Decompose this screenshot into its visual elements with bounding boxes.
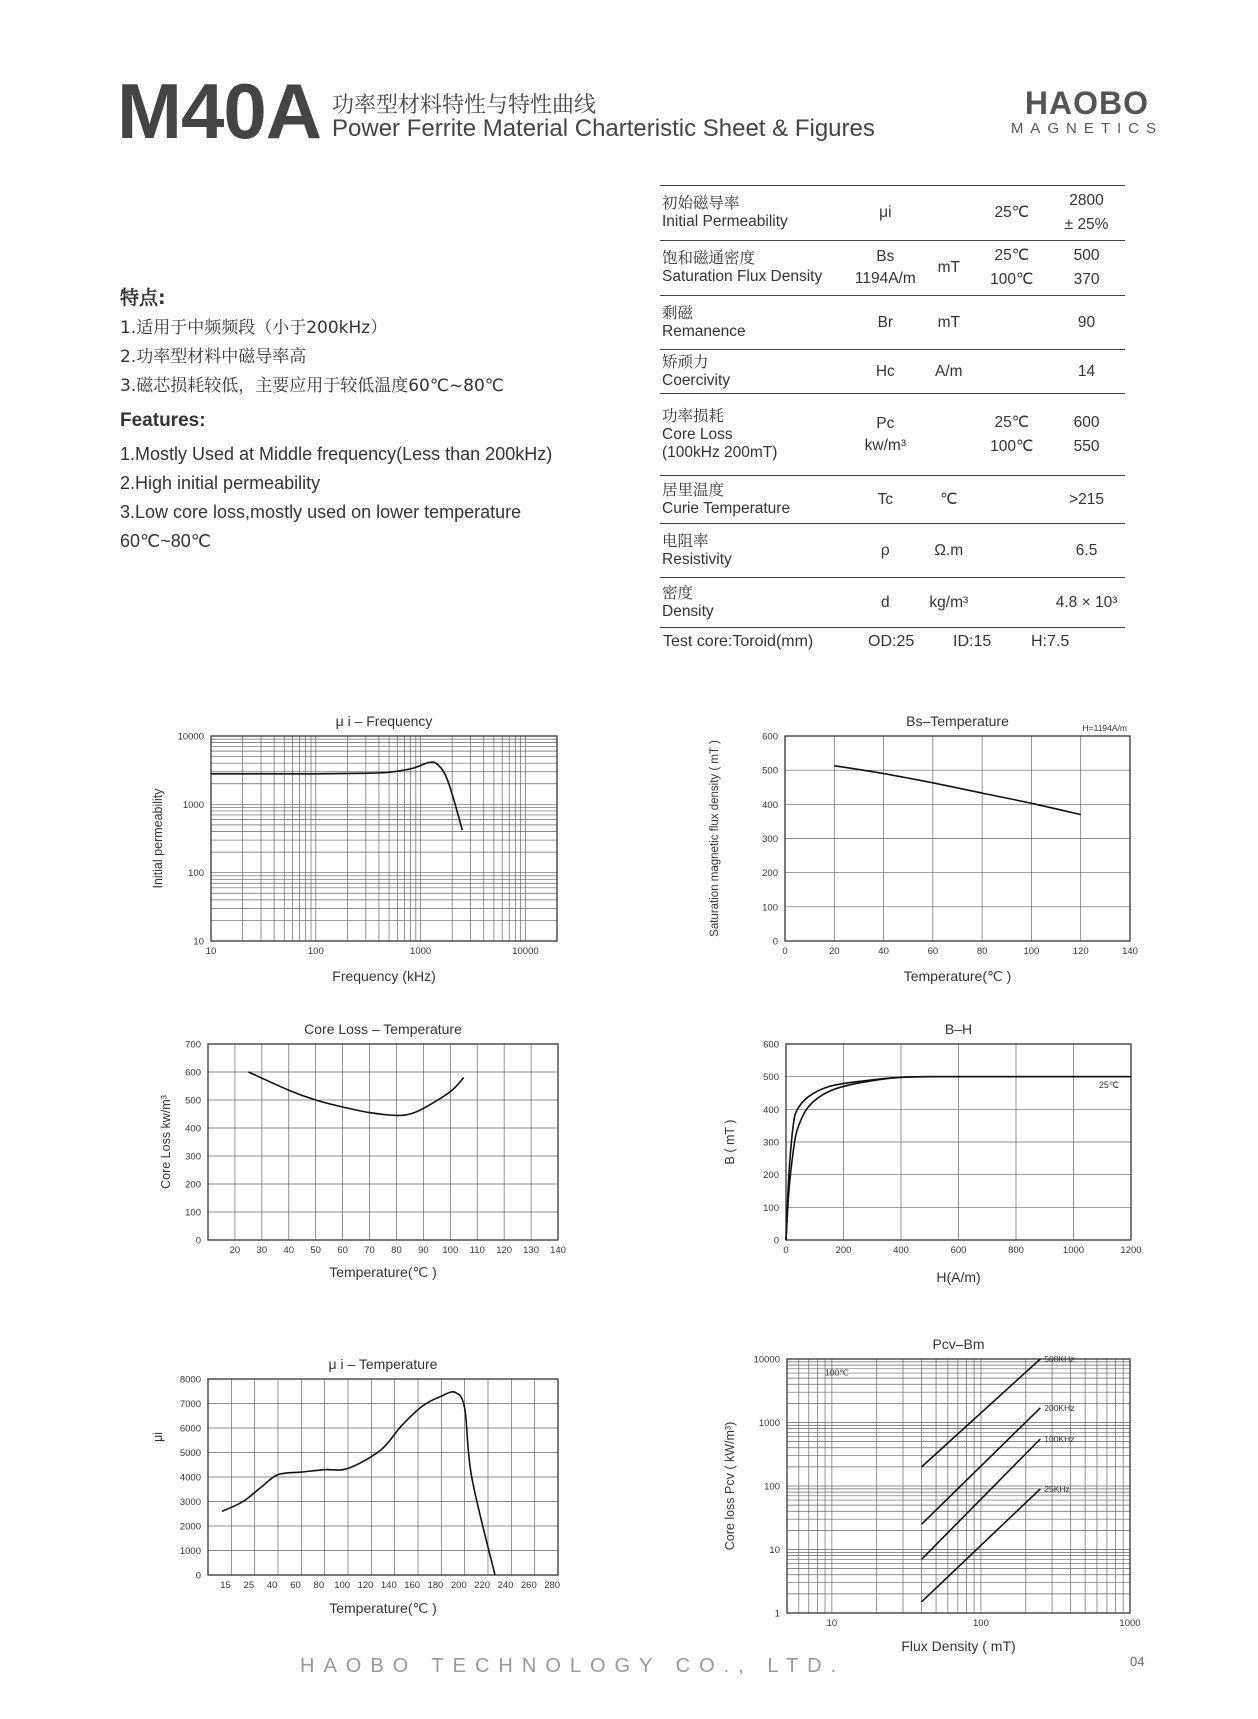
- test-core-label: Test core:Toroid(mm): [663, 633, 814, 650]
- property-unit: mT: [937, 313, 960, 331]
- y-tick-label: 300: [763, 1137, 779, 1149]
- y-tick-label: 200: [763, 1170, 779, 1182]
- x-tick-label: 10: [826, 1618, 838, 1629]
- property-name: 饱和磁通密度 Saturation Flux Density: [662, 250, 823, 285]
- x-tick-label: 15: [220, 1580, 231, 1591]
- series-label: 200KHz: [1044, 1402, 1075, 1413]
- features-en-item: 3.Low core loss,mostly used on lower temperature 60℃~80℃: [120, 502, 522, 551]
- x-tick-label: 100: [973, 1618, 989, 1629]
- chart-title: B–H: [944, 1021, 973, 1037]
- x-tick-label: 70: [364, 1245, 375, 1256]
- series-line: [834, 766, 1080, 815]
- y-tick-label: 1000: [758, 1418, 780, 1429]
- property-value: 4.8 × 10³: [1055, 593, 1118, 611]
- y-axis-label: Core Loss kw/m³: [159, 1095, 173, 1189]
- x-tick-label: 0: [782, 946, 788, 957]
- page-number: 04: [1130, 1654, 1145, 1669]
- x-tick-label: 220: [474, 1580, 491, 1591]
- y-tick-label: 100: [188, 868, 204, 880]
- x-tick-label: 140: [380, 1580, 397, 1591]
- property-row: [660, 296, 1125, 350]
- chart-bs-temperature: [690, 700, 1138, 990]
- property-row: [660, 186, 1125, 241]
- series-line: [248, 1072, 463, 1115]
- y-tick-label: 500: [185, 1095, 201, 1107]
- x-tick-label: 40: [878, 946, 889, 957]
- x-tick-label: 110: [469, 1245, 485, 1256]
- series-label: 500KHz: [1044, 1354, 1075, 1364]
- x-axis-label: Temperature(℃ ): [903, 968, 1012, 984]
- x-tick-label: 200: [450, 1580, 467, 1591]
- y-tick-label: 300: [185, 1151, 201, 1163]
- property-unit: kg/m³: [929, 593, 969, 611]
- property-unit: A/m: [935, 362, 963, 380]
- y-tick-label: 1: [774, 1608, 780, 1620]
- property-name: 功率损耗 Core Loss (100kHz 200mT): [662, 407, 778, 461]
- y-tick-label: 100: [763, 1202, 779, 1214]
- property-unit: [922, 186, 975, 241]
- x-tick-label: 120: [1072, 946, 1089, 957]
- x-tick-label: 1000: [410, 946, 432, 957]
- properties-table: [660, 185, 1125, 628]
- property-condition: [976, 578, 1049, 628]
- y-tick-label: 4000: [179, 1472, 201, 1484]
- chart-annotation: 100℃: [825, 1367, 849, 1378]
- y-tick-label: 7000: [179, 1399, 201, 1410]
- x-tick-label: 100: [307, 946, 324, 957]
- y-tick-label: 10: [769, 1545, 780, 1556]
- property-condition: [976, 524, 1049, 578]
- x-tick-label: 1000: [1062, 1245, 1085, 1256]
- property-symbol: Bs 1194A/m: [854, 248, 916, 287]
- test-core-od: OD:25: [868, 633, 915, 650]
- x-tick-label: 60: [927, 946, 939, 957]
- property-symbol: μi: [879, 204, 892, 221]
- x-tick-label: 80: [391, 1245, 402, 1256]
- x-tick-label: 400: [893, 1245, 909, 1256]
- test-core-id: ID:15: [953, 633, 992, 650]
- x-tick-label: 1000: [1119, 1618, 1141, 1629]
- y-axis-label: μi: [151, 1432, 165, 1442]
- x-tick-label: 240: [497, 1580, 514, 1591]
- x-tick-label: 10: [205, 946, 217, 957]
- property-symbol: Pc kw/m³: [864, 414, 906, 454]
- y-axis-label: Initial permeability: [151, 788, 165, 889]
- title-en: Power Ferrite Material Charteristic Sheet & Figures: [332, 115, 875, 142]
- y-tick-label: 8000: [179, 1374, 201, 1386]
- x-tick-label: 80: [313, 1580, 325, 1591]
- series-line: [222, 1392, 495, 1575]
- features-cn-title: 特点:: [120, 287, 166, 309]
- x-axis-label: Frequency (kHz): [332, 968, 436, 984]
- y-tick-label: 3000: [179, 1497, 201, 1508]
- property-condition: [976, 296, 1049, 350]
- x-tick-label: 60: [337, 1245, 348, 1256]
- y-tick-label: 700: [185, 1039, 201, 1051]
- property-condition: 25℃ 100℃: [990, 413, 1034, 455]
- x-axis-label: Flux Density ( mT): [901, 1638, 1016, 1654]
- x-tick-label: 180: [427, 1580, 444, 1591]
- x-tick-label: 30: [256, 1245, 268, 1256]
- y-tick-label: 300: [762, 834, 778, 845]
- x-tick-label: 100: [334, 1580, 351, 1591]
- title-cn: 功率型材料特性与特性曲线: [332, 93, 597, 118]
- y-tick-label: 2000: [179, 1521, 201, 1533]
- chart-mu-temperature: [140, 1335, 580, 1635]
- y-tick-label: 600: [763, 1039, 779, 1051]
- property-unit: Ω.m: [934, 541, 964, 559]
- y-tick-label: 100: [762, 902, 778, 914]
- y-axis-label: Saturation magnetic flux density ( mT ): [709, 740, 721, 937]
- x-tick-label: 600: [950, 1245, 967, 1256]
- x-tick-label: 120: [357, 1580, 374, 1591]
- x-tick-label: 280: [544, 1580, 561, 1591]
- property-symbol: ρ: [880, 541, 890, 559]
- x-tick-label: 1200: [1120, 1245, 1142, 1256]
- x-axis-label: Temperature(℃ ): [329, 1600, 437, 1616]
- x-tick-label: 90: [418, 1245, 429, 1256]
- property-symbol: Br: [877, 313, 894, 331]
- features-cn-item: 3.磁芯损耗较低，主要应用于较低温度60℃~80℃: [120, 376, 504, 396]
- property-condition: [976, 476, 1049, 524]
- y-tick-label: 400: [762, 799, 778, 811]
- x-tick-label: 260: [520, 1580, 537, 1591]
- y-tick-label: 0: [195, 1570, 201, 1582]
- features-en-item: 2.High initial permeability: [120, 473, 321, 493]
- property-unit: mT: [937, 259, 960, 276]
- property-value: 500 370: [1073, 247, 1100, 288]
- y-tick-label: 10000: [177, 731, 204, 743]
- y-tick-label: 500: [762, 765, 778, 777]
- property-value: 600 550: [1073, 413, 1100, 455]
- series-line: [211, 762, 462, 830]
- x-tick-label: 25: [243, 1580, 255, 1591]
- chart-title: μ i – Temperature: [328, 1356, 438, 1372]
- chart-mu-frequency: [140, 700, 580, 990]
- chart-title: Bs–Temperature: [906, 713, 1009, 729]
- y-tick-label: 5000: [179, 1448, 201, 1459]
- x-axis-label: H(A/m): [936, 1269, 981, 1285]
- x-axis-label: Temperature(℃ ): [329, 1264, 437, 1280]
- chart-annotation: 25℃: [1098, 1080, 1119, 1091]
- property-row: [660, 394, 1125, 476]
- property-condition: 25℃ 100℃: [990, 247, 1034, 288]
- features-en-title: Features:: [120, 410, 206, 431]
- chart-title: Pcv–Bm: [932, 1336, 985, 1352]
- y-tick-label: 6000: [179, 1423, 201, 1435]
- property-name: 居里温度 Curie Temperature: [662, 481, 791, 517]
- x-tick-label: 140: [550, 1245, 566, 1256]
- y-tick-label: 10: [193, 936, 204, 948]
- y-tick-label: 0: [773, 1235, 779, 1247]
- property-condition: 25℃: [994, 204, 1030, 221]
- property-symbol: d: [881, 593, 890, 611]
- brand-line2: MAGNETICS: [1010, 120, 1163, 137]
- x-tick-label: 0: [783, 1245, 789, 1256]
- x-tick-label: 100: [442, 1245, 459, 1256]
- property-row: [660, 241, 1125, 296]
- y-tick-label: 600: [185, 1067, 201, 1079]
- y-tick-label: 100: [185, 1207, 201, 1219]
- plot-frame: [208, 1044, 558, 1240]
- property-value: >215: [1069, 490, 1104, 508]
- model-name: M40A: [117, 67, 322, 155]
- y-tick-label: 200: [762, 868, 778, 880]
- x-tick-label: 160: [404, 1580, 421, 1591]
- y-tick-label: 500: [763, 1072, 779, 1084]
- y-tick-label: 1000: [182, 799, 204, 811]
- property-name: 电阻率 Resistivity: [662, 532, 732, 568]
- chart-b-h: [690, 1005, 1142, 1295]
- y-tick-label: 200: [185, 1179, 201, 1191]
- property-value: 6.5: [1075, 541, 1098, 559]
- brand-line1: HAOBO: [1024, 85, 1149, 121]
- x-tick-label: 60: [290, 1580, 301, 1591]
- features-en-list: [120, 440, 560, 556]
- x-tick-label: 40: [283, 1245, 295, 1256]
- x-tick-label: 10000: [512, 946, 539, 957]
- chart-core-loss-temperature: [140, 1005, 580, 1295]
- features-cn-item: 1.适用于中频频段（小于200kHz）: [120, 318, 388, 338]
- property-unit: [922, 394, 975, 476]
- x-tick-label: 20: [828, 946, 840, 957]
- x-tick-label: 140: [1122, 946, 1138, 957]
- series-label: 100KHz: [1044, 1433, 1075, 1444]
- plot-frame: [211, 736, 557, 941]
- property-name: 剩磁 Remanence: [662, 304, 746, 340]
- x-tick-label: 50: [310, 1245, 321, 1256]
- x-tick-label: 20: [229, 1245, 241, 1256]
- x-tick-label: 130: [523, 1245, 540, 1256]
- chart-title: Core Loss – Temperature: [304, 1021, 462, 1037]
- property-name: 初始磁导率 Initial Permeability: [662, 195, 788, 230]
- property-row: [660, 578, 1125, 628]
- x-tick-label: 120: [496, 1245, 513, 1256]
- property-value: 90: [1077, 313, 1096, 331]
- y-tick-label: 100: [764, 1481, 780, 1493]
- features-cn-item: 2.功率型材料中磁导率高: [120, 347, 307, 367]
- property-row: [660, 350, 1125, 394]
- property-unit: ℃: [940, 491, 958, 508]
- property-name: 密度 Density: [662, 584, 714, 620]
- y-axis-label: B ( mT ): [723, 1119, 737, 1165]
- property-row: [660, 476, 1125, 524]
- property-row: [660, 524, 1125, 578]
- y-tick-label: 400: [185, 1123, 201, 1135]
- series-label: 25KHz: [1044, 1483, 1070, 1494]
- y-tick-label: 1000: [179, 1546, 201, 1557]
- test-core-h: H:7.5: [1031, 633, 1070, 650]
- chart-title: μ i – Frequency: [335, 713, 433, 729]
- footer-company: HAOBO TECHNOLOGY CO., LTD.: [300, 1655, 846, 1677]
- y-tick-label: 0: [195, 1235, 201, 1247]
- x-tick-label: 40: [266, 1580, 278, 1591]
- property-name: 矫顽力 Coercivity: [662, 353, 731, 389]
- features-en-item: 1.Mostly Used at Middle frequency(Less than 200kHz): [120, 444, 553, 464]
- chart-note: H=1194A/m: [1082, 723, 1127, 733]
- property-condition: [976, 350, 1049, 394]
- y-tick-label: 400: [763, 1104, 779, 1116]
- property-symbol: Hc: [875, 362, 895, 380]
- y-tick-label: 0: [772, 936, 778, 948]
- property-symbol: Tc: [877, 490, 894, 508]
- y-tick-label: 10000: [753, 1354, 780, 1366]
- x-tick-label: 800: [1008, 1245, 1024, 1256]
- property-value: 2800 ± 25%: [1064, 192, 1109, 233]
- x-tick-label: 80: [976, 946, 988, 957]
- y-tick-label: 600: [762, 731, 778, 743]
- x-tick-label: 200: [835, 1245, 852, 1256]
- y-axis-label: Core loss Pcv ( kW/m³): [723, 1421, 737, 1551]
- brand-logo: [1011, 87, 1163, 137]
- x-tick-label: 100: [1023, 946, 1040, 957]
- chart-pcv-bm: [690, 1325, 1141, 1654]
- property-value: 14: [1077, 362, 1096, 380]
